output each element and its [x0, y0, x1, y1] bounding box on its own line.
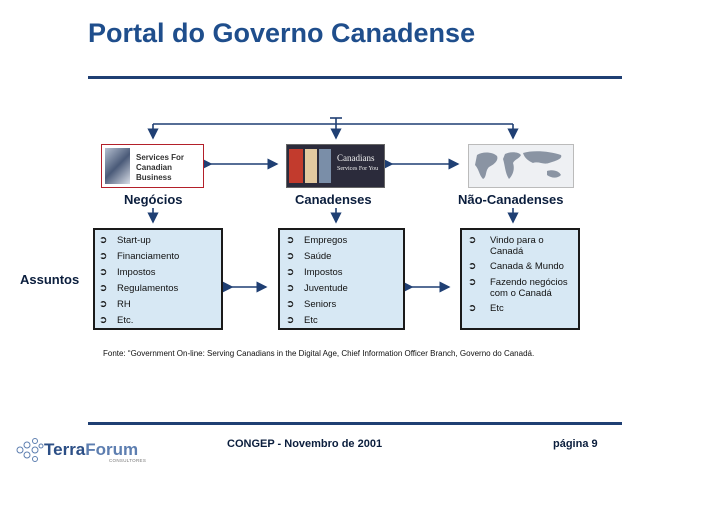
bottom-divider: [88, 422, 622, 425]
list-item: [286, 299, 336, 310]
bullet-arrow-icon: ➲: [286, 267, 295, 278]
world-map-icon: [469, 145, 573, 187]
logo-word-terra: Terra: [44, 440, 86, 459]
slide-title: Portal do Governo Canadense: [88, 18, 476, 48]
business-photo: [105, 148, 130, 184]
footer-event: CONGEP - Novembro de 2001: [227, 438, 383, 450]
list-item-label: Juventude: [304, 283, 348, 294]
list-item-label: Regulamentos: [117, 283, 179, 294]
bullet-arrow-icon: ➲: [468, 277, 477, 288]
list-item: [468, 277, 576, 299]
photo-strip: [305, 149, 317, 183]
bullet-arrow-icon: ➲: [468, 235, 477, 246]
list-item-label: Etc: [304, 315, 318, 326]
list-item-label: Impostos: [117, 267, 156, 278]
list-item-label: Vindo para o Canadá: [490, 235, 544, 257]
canadians-portal-thumbnail: [286, 144, 385, 188]
list-item-label: Saúde: [304, 251, 332, 262]
bullet-arrow-icon: ➲: [99, 315, 108, 326]
row-label-assuntos: Assuntos: [20, 272, 80, 287]
category-label-canadenses: Canadenses: [295, 192, 372, 207]
bullet-arrow-icon: ➲: [99, 299, 108, 310]
molecule-icon: [14, 436, 44, 468]
bullet-arrow-icon: ➲: [286, 299, 295, 310]
list-item: [468, 235, 576, 257]
list-item-label: Etc: [490, 303, 504, 314]
business-thumbnail-text: Services For Canadian Business: [136, 153, 185, 182]
topics-panel-canadenses: [278, 228, 405, 330]
page-number: página 9: [553, 438, 598, 450]
list-item-label: Start-up: [117, 235, 151, 246]
source-note: Fonte: “Government On-line: Serving Canadians in the Digital Age, Chief Information Officer Branch, Governo do Canadá.: [103, 349, 535, 358]
list-item: [468, 303, 576, 314]
business-portal-thumbnail: [101, 144, 204, 188]
list-item: [99, 235, 151, 246]
bullet-arrow-icon: ➲: [99, 267, 108, 278]
list-item: [286, 267, 343, 278]
list-item-label: Seniors: [304, 299, 337, 310]
logo-wordmark: [44, 440, 138, 460]
canadians-thumbnail-subtitle: Services For You: [337, 166, 379, 172]
list-item-label: Financiamento: [117, 251, 180, 262]
bullet-arrow-icon: ➲: [286, 283, 295, 294]
bullet-arrow-icon: ➲: [286, 315, 295, 326]
bullet-arrow-icon: ➲: [468, 303, 477, 314]
bullet-arrow-icon: ➲: [286, 251, 295, 262]
bullet-arrow-icon: ➲: [99, 283, 108, 294]
bullet-arrow-icon: ➲: [468, 261, 477, 272]
list-item-label: Canada & Mundo: [490, 261, 564, 272]
list-item-label: Fazendo negócios com o Canadá: [490, 277, 568, 299]
category-label-nao-canadenses: Não-Canadenses: [458, 192, 564, 207]
topics-panel-nao-canadenses: [460, 228, 580, 330]
list-item-label: Etc.: [117, 315, 134, 326]
bullet-arrow-icon: ➲: [286, 235, 295, 246]
list-item: [286, 315, 318, 326]
list-item-label: Impostos: [304, 267, 343, 278]
list-item: [99, 315, 133, 326]
list-item: [99, 299, 131, 310]
list-item: [99, 267, 156, 278]
world-map-thumbnail: [468, 144, 574, 188]
list-item-label: RH: [117, 299, 131, 310]
topics-panel-negocios: [93, 228, 223, 330]
logo-subtitle: CONSULTORES: [109, 458, 147, 463]
photo-strip: [319, 149, 331, 183]
bullet-arrow-icon: ➲: [99, 251, 108, 262]
bullet-arrow-icon: ➲: [99, 235, 108, 246]
list-item: [99, 251, 179, 262]
canadians-thumbnail-title: Canadians: [337, 153, 375, 163]
list-item: [286, 235, 347, 246]
list-item: [99, 283, 178, 294]
logo-word-forum: Forum: [85, 440, 139, 459]
category-label-negocios: Negócios: [124, 192, 183, 207]
photo-strip: [289, 149, 303, 183]
list-item: [286, 251, 331, 262]
list-item: [286, 283, 348, 294]
terraforum-logo: [14, 436, 147, 468]
canadians-thumbnail-text: [337, 153, 378, 175]
list-item: [468, 261, 576, 272]
list-item-label: Empregos: [304, 235, 348, 246]
